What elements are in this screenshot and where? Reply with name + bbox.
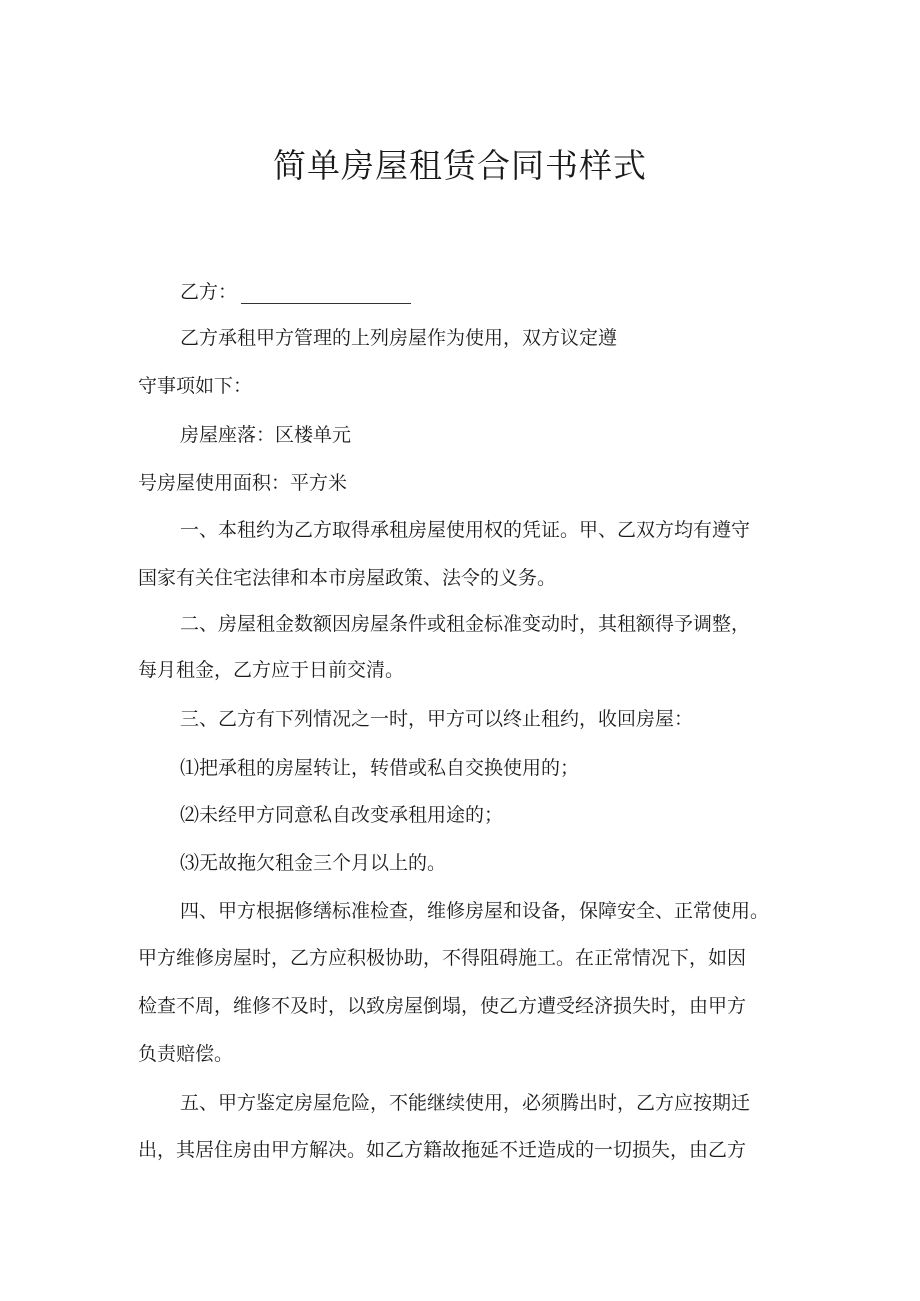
paragraph-line: 负责赔偿。 bbox=[138, 1043, 234, 1065]
paragraph-line: 四、甲方根据修缮标准检查，维修房屋和设备，保障安全、正常使用。 bbox=[180, 900, 770, 922]
paragraph-line: 出，其居住房由甲方解决。如乙方籍故拖延不迁造成的一切损失，由乙方 bbox=[138, 1139, 747, 1161]
list-item: ⑶无故拖欠租金三个月以上的。 bbox=[180, 852, 447, 874]
list-item: ⑴把承租的房屋转让，转借或私自交换使用的； bbox=[180, 757, 580, 779]
paragraph-line: 一、本租约为乙方取得承租房屋使用权的凭证。甲、乙双方均有遵守 bbox=[180, 519, 751, 541]
paragraph-line: 守事项如下： bbox=[138, 375, 253, 397]
party-b-blank bbox=[241, 283, 411, 304]
paragraph-line: 检查不周，维修不及时，以致房屋倒塌，使乙方遭受经济损失时，由甲方 bbox=[138, 995, 747, 1017]
paragraph-line: 乙方承租甲方管理的上列房屋作为使用，双方议定遵 bbox=[180, 327, 618, 349]
party-b-line bbox=[180, 278, 411, 306]
paragraph-line: 五、甲方鉴定房屋危险，不能继续使用，必须腾出时，乙方应按期迁 bbox=[180, 1092, 751, 1114]
paragraph-line: 国家有关住宅法律和本市房屋政策、法令的义务。 bbox=[138, 567, 557, 589]
paragraph-line: 二、房屋租金数额因房屋条件或租金标准变动时，其租额得予调整， bbox=[180, 613, 751, 635]
party-b-label: 乙方： bbox=[180, 281, 238, 303]
paragraph-line: 房屋座落：区楼单元 bbox=[180, 424, 352, 446]
paragraph-line: 三、乙方有下列情况之一时，甲方可以终止租约，收回房屋： bbox=[180, 708, 694, 730]
list-item: ⑵未经甲方同意私自改变承租用途的； bbox=[180, 804, 504, 826]
document-title: 简单房屋租赁合同书样式 bbox=[273, 146, 647, 185]
paragraph-line: 号房屋使用面积：平方米 bbox=[138, 472, 348, 494]
paragraph-line: 每月租金，乙方应于日前交清。 bbox=[138, 659, 405, 681]
paragraph-line: 甲方维修房屋时，乙方应积极协助，不得阻碍施工。在正常情况下，如因 bbox=[138, 947, 747, 969]
